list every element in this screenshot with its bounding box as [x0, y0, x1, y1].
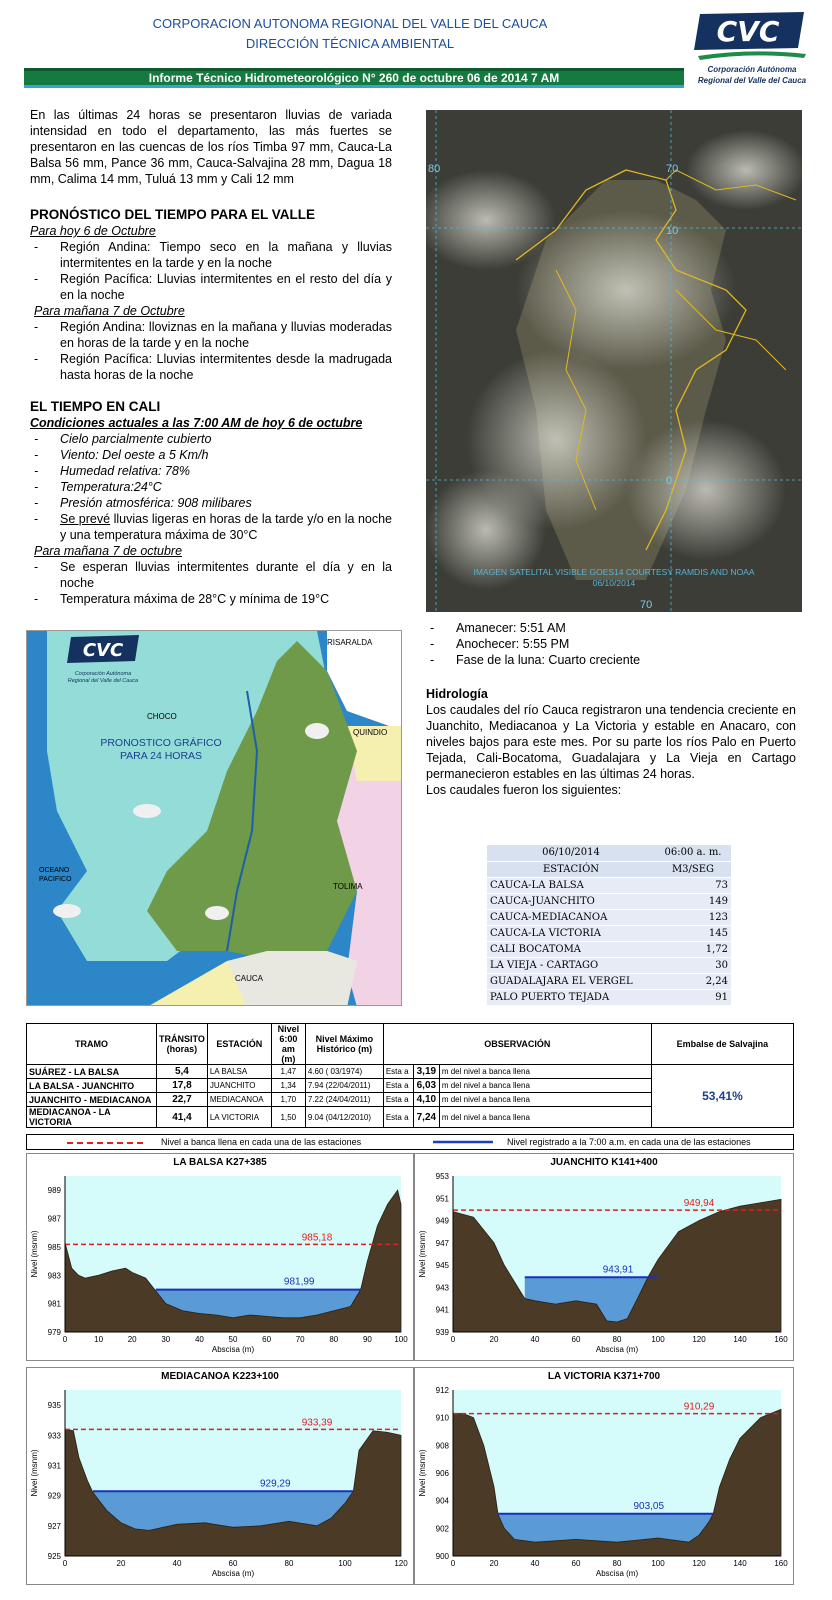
y-tick-label: 908: [435, 1441, 449, 1451]
cell: 73: [655, 877, 731, 893]
cell: 123: [655, 909, 731, 925]
map-logo-text: CVC: [82, 640, 124, 661]
x-tick-label: 40: [530, 1559, 540, 1568]
table-row: [487, 941, 731, 957]
cell: LA VIEJA - CARTAGO: [487, 957, 655, 973]
cali-forecast-list: [30, 511, 392, 543]
intro-paragraph: En las últimas 24 horas se presentaron lluvias de variada intensidad en todo el departamento, las más fuertes se presentaron en las cuencas de los ríos Timba 97 mm, Cauca-La Balsa 56 mm, Pance 36 mm, Cauca-Salvajina 28 mm, Dagua 18 mm, Calima 14 mm, Tuluá 13 mm y Cali 12 mm: [30, 108, 392, 186]
cell: 1,70: [271, 1093, 305, 1107]
lat-label: 0: [666, 475, 673, 487]
x-tick-label: 100: [651, 1335, 665, 1344]
y-tick-label: 904: [435, 1496, 449, 1506]
header-cell: OBSERVACIÓN: [383, 1024, 651, 1065]
level-legend: [26, 1134, 794, 1150]
cell: GUADALAJARA EL VERGEL: [487, 973, 655, 989]
bank-level-label: 910,29: [683, 1401, 715, 1413]
y-tick-label: 989: [47, 1186, 61, 1196]
hydrology-title: Hidrología: [426, 687, 488, 701]
y-tick-label: 910: [435, 1413, 449, 1423]
water-level-label: 929,29: [259, 1478, 291, 1490]
x-tick-label: 120: [692, 1559, 706, 1568]
org-name: CORPORACION AUTONOMA REGIONAL DEL VALLE DEL CAUCA: [152, 16, 548, 31]
cali-tomorrow-label: Para mañana 7 de octubre: [34, 544, 183, 558]
report-title-bar: [24, 68, 684, 88]
cell: m del nivel a banca llena: [439, 1107, 651, 1128]
cell: LA BALSA: [207, 1065, 271, 1079]
flows-time: 06:00 a. m.: [655, 845, 731, 861]
header-block: [90, 14, 610, 54]
y-tick-label: 929: [47, 1491, 61, 1501]
x-tick-label: 100: [338, 1559, 352, 1568]
x-tick-label: 160: [774, 1335, 788, 1344]
cell: Esta a: [383, 1065, 413, 1079]
y-tick-label: 906: [435, 1469, 449, 1478]
bank-level-label: 949,94: [683, 1198, 715, 1210]
x-axis-label: Abscisa (m): [595, 1569, 639, 1578]
chart-la-balsa: [26, 1153, 414, 1361]
cell: 41,4: [157, 1107, 208, 1128]
y-tick-label: 912: [435, 1386, 449, 1395]
forecast-tomorrow-label: Para mañana 7 de Octubre: [34, 304, 185, 318]
water-level-label: 903,05: [633, 1500, 665, 1512]
cell: 1,47: [271, 1065, 305, 1079]
x-axis-label: Abscisa (m): [211, 1569, 255, 1578]
cell: 22,7: [157, 1093, 208, 1107]
hydrology-text: Los caudales del río Cauca registraron una tendencia creciente en Juanchito, Mediacanoa y La Victoria y estable en Anacaro, con niveles bajos para este mes. Por su parte los ríos Palo en Puerto Tejada, Cali-Bocatoma, Guadalajara y La Vieja en Cartago permanecieron estables en las últimas 24 horas.: [426, 703, 796, 781]
cell: Esta a: [383, 1079, 413, 1093]
red-dash-icon: [67, 1141, 147, 1145]
cell: LA BALSA - JUANCHITO: [27, 1079, 157, 1093]
list-item: - Anochecer: 5:55 PM: [426, 636, 796, 652]
region-label: CHOCO: [147, 712, 177, 721]
x-tick-label: 40: [530, 1335, 540, 1344]
x-tick-label: 0: [62, 1335, 68, 1344]
y-axis-label: Nivel (msnm): [418, 1230, 427, 1278]
x-tick-label: 60: [571, 1335, 581, 1344]
chart-svg: [415, 1368, 795, 1586]
x-tick-label: 80: [612, 1335, 622, 1344]
chart-juanchito: [414, 1153, 794, 1361]
x-tick-label: 10: [94, 1335, 104, 1344]
table-row: [487, 877, 731, 893]
logo-sub1: Corporación Autónoma: [707, 65, 797, 74]
flows-date: 06/10/2014: [487, 845, 655, 861]
y-tick-label: 943: [435, 1283, 449, 1293]
y-tick-label: 987: [47, 1214, 61, 1224]
y-tick-label: 900: [435, 1552, 449, 1561]
list-item: - Viento: Del oeste a 5 Km/h: [30, 447, 392, 463]
report-title: Informe Técnico Hidrometeorológico N° 260 de octubre 06 de 2014 7 AM: [148, 71, 560, 85]
list-item: - Humedad relativa: 78%: [30, 463, 392, 479]
y-tick-label: 902: [435, 1524, 449, 1534]
region-label: PACIFICO: [39, 876, 72, 883]
cell: 7,24: [413, 1107, 439, 1128]
x-tick-label: 120: [692, 1335, 706, 1344]
cell: m del nivel a banca llena: [439, 1093, 651, 1107]
y-tick-label: 947: [435, 1238, 449, 1248]
right-column: [426, 620, 796, 798]
lon-label: 70: [640, 599, 653, 611]
cell: CAUCA-MEDIACANOA: [487, 909, 655, 925]
list-item: - Amanecer: 5:51 AM: [426, 620, 796, 636]
cell: 17,8: [157, 1079, 208, 1093]
forecast-map: [26, 630, 402, 1006]
table-row: [487, 973, 731, 989]
y-tick-label: 927: [47, 1521, 61, 1531]
list-item: - Región Pacífica: Lluvias intermitentes desde la madrugada hasta horas de la noche: [30, 351, 392, 383]
sun-moon-list: [426, 620, 796, 668]
list-item: - Temperatura máxima de 28°C y mínima de 19°C: [30, 591, 392, 607]
list-item: [30, 511, 392, 543]
logo-text: CVC: [716, 15, 780, 48]
flows-table: [487, 845, 731, 1006]
x-tick-label: 60: [228, 1559, 238, 1568]
chart-title: JUANCHITO K141+400: [550, 1157, 658, 1168]
cell: CAUCA-LA BALSA: [487, 877, 655, 893]
prevision-word: Se prevé: [60, 512, 111, 526]
x-tick-label: 50: [228, 1335, 238, 1344]
cell: 145: [655, 925, 731, 941]
y-tick-label: 935: [47, 1401, 61, 1411]
satellite-caption: IMAGEN SATELITAL VISIBLE GOES14 COURTESY RAMDIS AND NOAA: [473, 567, 755, 577]
table-row: [27, 1065, 794, 1079]
x-tick-label: 80: [329, 1335, 339, 1344]
list-item: - Se esperan lluvias intermitentes durante el día y en la noche: [30, 559, 392, 591]
list-item: - Presión atmosférica: 908 milibares: [30, 495, 392, 511]
cell: 4.60 ( 03/1974): [305, 1065, 383, 1079]
x-tick-label: 20: [489, 1559, 499, 1568]
hydrology-text-2: Los caudales fueron los siguientes:: [426, 783, 622, 797]
cell: Esta a: [383, 1107, 413, 1128]
x-tick-label: 20: [489, 1335, 499, 1344]
map-title-2: PARA 24 HORAS: [119, 750, 203, 762]
map-logo-sub2: Regional del Valle del Cauca: [67, 678, 139, 684]
x-tick-label: 100: [394, 1335, 408, 1344]
x-tick-label: 140: [733, 1335, 747, 1344]
list-item: - Temperatura:24°C: [30, 479, 392, 495]
x-tick-label: 20: [127, 1335, 137, 1344]
y-tick-label: 925: [47, 1552, 61, 1561]
header-cell: TRÁNSITO (horas): [157, 1024, 208, 1065]
lat-label: 10: [666, 225, 679, 237]
cell: 1,50: [271, 1107, 305, 1128]
y-axis-label: Nivel (msnm): [30, 1230, 39, 1278]
direction-name: DIRECCIÓN TÉCNICA AMBIENTAL: [245, 36, 455, 51]
cvc-logo: [694, 8, 812, 92]
y-tick-label: 939: [435, 1328, 449, 1337]
region-label: OCEANO: [39, 867, 70, 874]
x-axis-label: Abscisa (m): [211, 1345, 255, 1354]
y-tick-label: 985: [47, 1242, 61, 1252]
forecast-tomorrow-list: [30, 319, 392, 383]
cell: MEDIACANOA - LA VICTORIA: [27, 1107, 157, 1128]
cell: CALI BOCATOMA: [487, 941, 655, 957]
region-label: QUINDIO: [353, 728, 388, 737]
header-cell: Embalse de Salvajina: [651, 1024, 793, 1065]
flows-header-unit: M3/SEG: [655, 861, 731, 877]
x-tick-label: 80: [612, 1559, 622, 1568]
table-row: [487, 957, 731, 973]
cell: 7.94 (22/04/2011): [305, 1079, 383, 1093]
satellite-date: 06/10/2014: [592, 578, 636, 588]
legend-blue-label: Nivel registrado a la 7:00 a.m. en cada una de las estaciones: [507, 1137, 751, 1147]
cell: MEDIACANOA: [207, 1093, 271, 1107]
cell: 7.22 (24/04/2011): [305, 1093, 383, 1107]
x-tick-label: 0: [450, 1559, 456, 1568]
list-item: - Región Andina: Tiempo seco en la mañana y lluvias intermitentes en la tarde y en la noche: [30, 239, 392, 271]
chart-svg: [415, 1154, 795, 1362]
cell: PALO PUERTO TEJADA: [487, 989, 655, 1005]
x-tick-label: 160: [774, 1559, 788, 1568]
list-item: - Región Andina: lloviznas en la mañana y lluvias moderadas en horas de la tarde y en la noche: [30, 319, 392, 351]
table-row: [487, 925, 731, 941]
header-cell: ESTACIÓN: [207, 1024, 271, 1065]
y-tick-label: 949: [435, 1216, 449, 1226]
cell: 1,72: [655, 941, 731, 957]
cell: m del nivel a banca llena: [439, 1079, 651, 1093]
x-tick-label: 40: [172, 1559, 182, 1568]
list-item: - Fase de la luna: Cuarto creciente: [426, 652, 796, 668]
region-label: RISARALDA: [327, 638, 373, 647]
map-logo-sub1: Corporación Autónoma: [74, 671, 132, 677]
y-tick-label: 933: [47, 1431, 61, 1441]
y-tick-label: 951: [435, 1194, 449, 1204]
cell: JUANCHITO: [207, 1079, 271, 1093]
bank-level-label: 985,18: [301, 1232, 333, 1244]
lon-label: 70: [666, 163, 679, 175]
logo-sub2: Regional del Valle del Cauca: [697, 76, 807, 85]
cell: 30: [655, 957, 731, 973]
map-title-1: PRONOSTICO GRÁFICO: [100, 737, 222, 749]
y-tick-label: 981: [47, 1299, 61, 1309]
water-level-label: 943,91: [602, 1264, 634, 1276]
cali-conditions-list: [30, 431, 392, 511]
cell: 5,4: [157, 1065, 208, 1079]
list-item: - Región Pacífica: Lluvias intermitentes en el resto del día y en la noche: [30, 271, 392, 303]
chart-title: MEDIACANOA K223+100: [161, 1371, 279, 1382]
y-tick-label: 953: [435, 1172, 449, 1181]
x-tick-label: 90: [362, 1335, 372, 1344]
chart-title: LA VICTORIA K371+700: [547, 1371, 661, 1382]
x-tick-label: 120: [394, 1559, 408, 1568]
water-level-label: 981,99: [283, 1276, 315, 1288]
x-axis-label: Abscisa (m): [595, 1345, 639, 1354]
salvajina-value: 53,41%: [651, 1065, 793, 1128]
list-item: - Cielo parcialmente cubierto: [30, 431, 392, 447]
cell: 4,10: [413, 1093, 439, 1107]
cell: JUANCHITO - MEDIACANOA: [27, 1093, 157, 1107]
transit-table: [26, 1023, 794, 1128]
legend-red-label: Nivel a banca llena en cada una de las estaciones: [161, 1137, 362, 1147]
chart-title: LA BALSA K27+385: [173, 1157, 267, 1168]
y-tick-label: 931: [47, 1461, 61, 1471]
region-label: TOLIMA: [333, 882, 363, 891]
bank-level-label: 933,39: [301, 1417, 333, 1429]
cell: Esta a: [383, 1093, 413, 1107]
cell: 91: [655, 989, 731, 1005]
x-tick-label: 40: [194, 1335, 204, 1344]
forecast-today-label: Para hoy 6 de Octubre: [30, 224, 156, 238]
x-tick-label: 60: [571, 1559, 581, 1568]
satellite-image: [426, 110, 802, 612]
y-tick-label: 945: [435, 1261, 449, 1271]
table-row: [487, 909, 731, 925]
cell: 6,03: [413, 1079, 439, 1093]
flows-header-station: ESTACIÓN: [487, 861, 655, 877]
chart-mediacanoa: [26, 1367, 414, 1585]
table-header-row: [27, 1024, 794, 1065]
header-cell: TRAMO: [27, 1024, 157, 1065]
y-tick-label: 983: [47, 1271, 61, 1281]
lon-label: 80: [428, 163, 441, 175]
x-tick-label: 140: [733, 1559, 747, 1568]
cell: CAUCA-LA VICTORIA: [487, 925, 655, 941]
prevision-text: lluvias ligeras en horas de la tarde y/o en la noche y una temperatura máxima de 30°C: [60, 512, 393, 542]
cell: SUÁREZ - LA BALSA: [27, 1065, 157, 1079]
x-tick-label: 0: [62, 1559, 68, 1568]
y-axis-label: Nivel (msnm): [418, 1449, 427, 1497]
x-tick-label: 0: [450, 1335, 456, 1344]
cell: CAUCA-JUANCHITO: [487, 893, 655, 909]
chart-svg: [27, 1154, 415, 1362]
cell: LA VICTORIA: [207, 1107, 271, 1128]
forecast-title: PRONÓSTICO DEL TIEMPO PARA EL VALLE: [30, 207, 316, 222]
cell: 9.04 (04/12/2010): [305, 1107, 383, 1128]
cali-conditions-label: Condiciones actuales a las 7:00 AM de hoy 6 de octubre: [30, 416, 363, 430]
x-tick-label: 100: [651, 1559, 665, 1568]
x-tick-label: 80: [284, 1559, 294, 1568]
cell: 149: [655, 893, 731, 909]
x-tick-label: 20: [116, 1559, 126, 1568]
chart-la-victoria: [414, 1367, 794, 1585]
header-cell: Nivel Máximo Histórico (m): [305, 1024, 383, 1065]
region-label: CAUCA: [235, 974, 264, 983]
left-column: [30, 107, 392, 607]
cell: 2,24: [655, 973, 731, 989]
x-tick-label: 70: [295, 1335, 305, 1344]
table-row: [487, 989, 731, 1005]
cell: 1,34: [271, 1079, 305, 1093]
cali-title: EL TIEMPO EN CALI: [30, 399, 161, 414]
forecast-today-list: [30, 239, 392, 303]
y-tick-label: 941: [435, 1305, 449, 1315]
cell: 3,19: [413, 1065, 439, 1079]
header-cell: Nivel 6:00 am (m): [271, 1024, 305, 1065]
y-tick-label: 979: [47, 1328, 61, 1337]
y-axis-label: Nivel (msnm): [30, 1449, 39, 1497]
table-row: [487, 893, 731, 909]
chart-svg: [27, 1368, 415, 1586]
cell: m del nivel a banca llena: [439, 1065, 651, 1079]
cali-tomorrow-list: [30, 559, 392, 607]
blue-line-icon: [433, 1140, 493, 1144]
x-tick-label: 30: [161, 1335, 171, 1344]
x-tick-label: 60: [262, 1335, 272, 1344]
